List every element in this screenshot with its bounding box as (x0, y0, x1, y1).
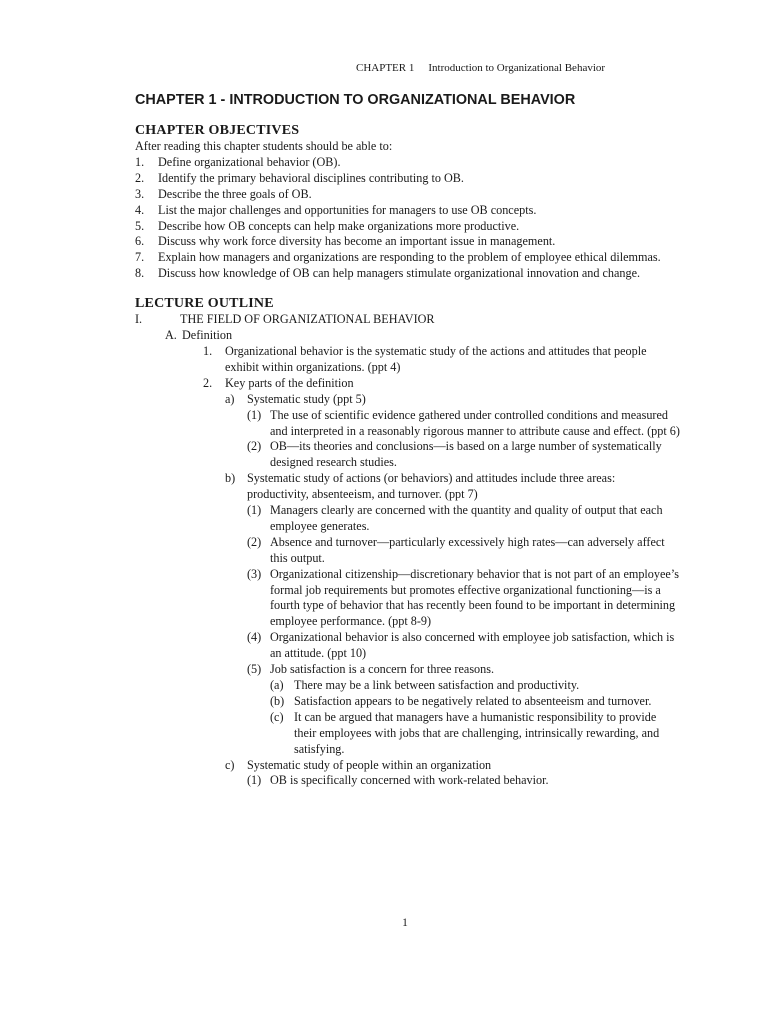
outline-text: Absence and turnover—particularly excessively high rates—can adversely affect this output. (270, 534, 665, 565)
outline-text: There may be a link between satisfaction and productivity. (294, 678, 580, 692)
outline-text: OB—its theories and conclusions—is based on a large number of systematically designed research studies. (270, 439, 662, 470)
outline-number: (2) (247, 439, 262, 454)
objective-number: 5. (135, 218, 145, 233)
objective-item (135, 171, 680, 187)
outline-number: (1) (247, 407, 262, 422)
outline-number: 2. (203, 375, 213, 390)
objective-number: 3. (135, 186, 145, 201)
outline-item-2a1 (135, 408, 680, 440)
objective-number: 7. (135, 250, 145, 265)
outline-number: b) (225, 471, 236, 486)
document-body (135, 91, 680, 789)
outline-item-2b (135, 471, 680, 503)
objective-number: 4. (135, 202, 145, 217)
running-header-title: Introduction to Organizational Behavior (428, 62, 606, 74)
objective-item (135, 203, 680, 219)
outline-number: (1) (247, 773, 262, 788)
outline-item-a-definition (135, 328, 680, 344)
outline-text: Systematic study of people within an organization (247, 757, 492, 772)
outline-section-i (135, 312, 680, 328)
outline-number: I. (135, 312, 143, 327)
outline-text: It can be argued that managers have a humanistic responsibility to provide their employees with jobs that are challenging, intrinsically rewarding, and satisfying. (294, 709, 660, 756)
objective-number: 1. (135, 154, 145, 169)
objective-text: Describe the three goals of OB. (158, 186, 312, 201)
outline-text: Key parts of the definition (225, 375, 354, 390)
outline-text: Managers clearly are concerned with the quantity and quality of output that each employee generates. (270, 503, 663, 533)
outline-number: (3) (247, 566, 262, 581)
outline-number: (a) (270, 678, 284, 692)
objective-item (135, 219, 680, 235)
objective-number: 6. (135, 234, 145, 249)
outline-number: c) (225, 757, 235, 772)
outline-text: Systematic study (ppt 5) (247, 391, 366, 406)
outline-text: Definition (182, 328, 233, 343)
outline-item-2b2 (135, 535, 680, 567)
outline-number: (1) (247, 503, 262, 518)
objective-item (135, 266, 680, 282)
outline-item-1 (135, 344, 680, 376)
outline-item-2b5a (135, 678, 680, 694)
outline-number: (c) (270, 709, 284, 724)
outline-text: Systematic study of actions (or behaviors) and attitudes include three areas: productivity, absenteeism, and turnover. (ppt 7) (247, 471, 616, 502)
objective-text: List the major challenges and opportunities for managers to use OB concepts. (158, 202, 537, 217)
running-header (356, 62, 605, 74)
objective-text: Identify the primary behavioral disciplines contributing to OB. (158, 170, 464, 185)
outline-text: The use of scientific evidence gathered under controlled conditions and measured and interpreted in a reasonably rigorous manner to attribute cause and effect. (ppt 6) (270, 407, 680, 438)
outline-text: Organizational behavior is the systematic study of the actions and attitudes that people exhibit within organizations. (ppt 4) (225, 343, 647, 374)
outline-item-2c (135, 758, 680, 774)
outline-text: Organizational behavior is also concerned with employee job satisfaction, which is an attitude. (ppt 10) (270, 630, 675, 661)
outline-text: OB is specifically concerned with work-related behavior. (270, 773, 549, 788)
objective-item (135, 250, 680, 266)
objective-item (135, 155, 680, 171)
objectives-intro: After reading this chapter students should be able to: (135, 139, 393, 153)
lecture-outline-heading: LECTURE OUTLINE (135, 296, 274, 312)
outline-item-2b5c (135, 710, 680, 758)
outline-text: Satisfaction appears to be negatively related to absenteeism and turnover. (294, 693, 652, 708)
outline-number: (5) (247, 662, 262, 677)
outline-number: 1. (203, 343, 213, 358)
objective-number: 2. (135, 170, 145, 185)
objective-text: Describe how OB concepts can help make organizations more productive. (158, 218, 520, 233)
outline-item-2b3 (135, 567, 680, 631)
objective-text: Discuss how knowledge of OB can help managers stimulate organizational innovation and change. (158, 266, 641, 281)
objectives-heading: CHAPTER OBJECTIVES (135, 123, 300, 138)
objective-text: Define organizational behavior (OB). (158, 154, 341, 169)
outline-item-2a2 (135, 439, 680, 471)
objectives-list (135, 155, 680, 282)
outline-item-2 (135, 376, 680, 392)
objective-item (135, 187, 680, 203)
outline-item-2b5 (135, 662, 680, 678)
outline-item-2a (135, 392, 680, 408)
outline-text: Organizational citizenship—discretionary behavior that is not part of an employee’s formal job requirements but promotes effective organizational functioning—is a fourth type of behavior that has recently been found to be important in determining employee performance. (ppt 8-9) (270, 566, 679, 629)
outline-item-2b1 (135, 503, 680, 535)
outline-number: a) (225, 391, 235, 406)
outline-item-2b5b (135, 694, 680, 710)
outline-text: Job satisfaction is a concern for three reasons. (270, 662, 495, 677)
outline-number: A. (165, 328, 177, 343)
outline-item-2c1 (135, 773, 680, 789)
outline-item-2b4 (135, 630, 680, 662)
outline-number: (b) (270, 693, 285, 708)
objective-text: Discuss why work force diversity has become an important issue in management. (158, 234, 556, 249)
outline-number: (4) (247, 630, 262, 645)
objective-text: Explain how managers and organizations are responding to the problem of employee ethical dilemmas. (158, 250, 661, 265)
outline-number: (2) (247, 534, 262, 549)
objective-number: 8. (135, 266, 145, 281)
page-number: 1 (402, 917, 408, 929)
outline-text: THE FIELD OF ORGANIZATIONAL BEHAVIOR (180, 312, 435, 327)
objective-item (135, 234, 680, 250)
chapter-title: CHAPTER 1 - INTRODUCTION TO ORGANIZATIONAL BEHAVIOR (135, 92, 576, 108)
running-header-chapter: CHAPTER 1 (356, 62, 415, 74)
